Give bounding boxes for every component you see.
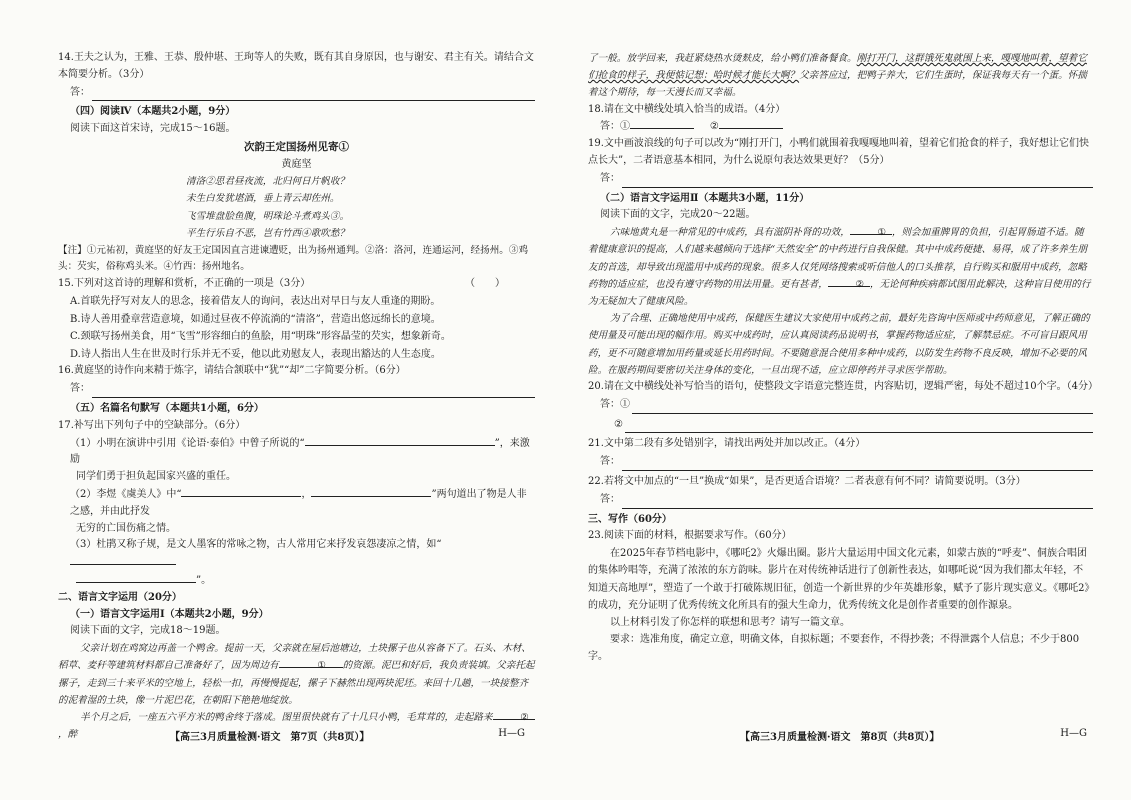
question-21: 21.文中第二段有多处错别字，请找出两处并加以改正。（4分） xyxy=(588,438,866,450)
answer-18 xyxy=(588,118,1093,136)
right-page xyxy=(566,0,1131,800)
para1-text-b: 的资源。泥巴和好后，我负责装填。父亲托起摞子，走到三十来平米的空地上，轻松一扣，再慢慢提起，摞子下赫然出现两块泥坯。来回十几趟，一块接整齐的泥着湿的土块，像一片泥巴花，在朝阳下艳艳地绽放。 xyxy=(58,660,535,706)
question-15-text: 15.下列对这首诗的理解和赏析，不正确的一项是（3分） xyxy=(58,278,311,290)
section-5-heading: （五）名篇名句默写（本题共1小题，6分） xyxy=(70,402,264,414)
blank-answer-18-1[interactable] xyxy=(630,118,694,129)
poem-note: 【注】①元祐初，黄庭坚的好友王定国因直言进谏遭贬，出为扬州通判。②洛：洛河，连通运河，经扬州。③鸡头：芡实，俗称鸡头米。④竹西：扬州地名。 xyxy=(58,245,529,273)
passage-paragraph-3 xyxy=(588,224,1093,310)
answer-18-label-2: ② xyxy=(709,121,719,133)
question-23: 23.阅读下面的材料，根据要求写作。（60分） xyxy=(588,530,792,542)
blank-20-1[interactable]: ① xyxy=(850,224,892,235)
blank-18-2[interactable]: ② xyxy=(493,709,535,720)
poem-line-4: 平生行乐自不恶，岂有竹西④歌吹愁？ xyxy=(186,227,350,239)
para-cont-text-a: 了一般。放学回来，我赶紧烧热水烫麸皮，给小鸭们准备餐食。 xyxy=(588,53,857,64)
para3-text-c: ，无论何种疾病都试图用此解决，这种盲目使用的行为无疑加大了健康风险。 xyxy=(588,278,1091,307)
q17-1-suffix: ”，来激励 xyxy=(70,437,530,466)
writing-requirements: 要求：选准角度，确定立意，明确文体，自拟标题；不要套作，不得抄袭；不得泄露个人信息；不少于800字。 xyxy=(588,634,1080,663)
wavy-sentence: 刚打开门，这群饿死鬼就围上来，嘎嘎地叫着，望着它们抢食的样子，我便惦记想：哈时候才能长大啊？ xyxy=(588,53,1087,82)
option-a: A.首联先抒写对友人的思念，接着借友人的询问，表达出对早日与友人重逢的期盼。 xyxy=(70,295,441,307)
question-20: 20.请在文中横线处补写恰当的语句，使整段文字语意完整连贯，内容贴切，逻辑严密，每处不超过10个字。（4分） xyxy=(588,381,1098,393)
footer-title: 【高三3月质量检测·语文 第8页（共8页）】 xyxy=(740,732,940,743)
answer-line-14[interactable] xyxy=(58,85,535,102)
q17-2-suffix: ”两句道出了物是人非之感，并由此抒发 xyxy=(70,488,527,517)
footer-code: H—G xyxy=(498,728,525,739)
poem-title: 次韵王定国扬州见寄① xyxy=(244,140,349,153)
left-page xyxy=(0,0,565,800)
footer-title: 【高三3月质量检测·语文 第7页（共8页）】 xyxy=(170,732,370,743)
question-17-1-cont: 同学们勇于担负起国家兴盛的重任。 xyxy=(76,471,236,483)
para-cont-text-b: 父亲答应过，把鸭子养大，它们生蛋时，保证我每天有一个蛋。怀揣着这个期待，每一天漫长而又幸福。 xyxy=(588,70,1087,99)
blank-17-3b[interactable] xyxy=(76,572,196,583)
blank-answer-18-2[interactable] xyxy=(719,118,783,129)
footer-code: H—G xyxy=(1060,728,1087,739)
answer-label: 答： xyxy=(600,456,620,468)
section-4-intro: 阅读下面这首宋诗，完成15～16题。 xyxy=(70,123,236,135)
option-d: D.诗人指出人生在世及时行乐并无不妥，他以此劝慰友人，表现出豁达的人生态度。 xyxy=(70,348,441,360)
passage-paragraph-2-cont xyxy=(588,50,1093,102)
answer-line-16[interactable] xyxy=(58,381,535,398)
blank-17-3a[interactable] xyxy=(70,554,176,565)
question-17-2 xyxy=(58,486,535,521)
q17-2-prefix: （2）李煜《虞美人》中“ xyxy=(70,488,182,500)
question-15 xyxy=(58,276,535,293)
answer-label: 答： xyxy=(600,493,620,505)
para2-text-a: 半个月之后，一座五六平方米的鸭舍终于落成。图里很快就有了十几只小鸭，毛茸茸的，走起路来 xyxy=(80,711,493,723)
question-17-1 xyxy=(58,435,535,470)
passage-paragraph-1 xyxy=(58,640,535,709)
poem-line-2: 未生白发犹堪酒，垂上青云却佐州。 xyxy=(186,193,340,205)
q17-2-comma: ， xyxy=(301,488,312,500)
question-14: 14.王夫之认为，王雅、王恭、殷仲堪、王珣等人的失败，既有其自身原因，也与谢安、君主有关。请结合文本简要分析。（3分） xyxy=(58,52,534,80)
question-16: 16.黄庭坚的诗作向来精于炼字，请结合颔联中“犹”“却”二字简要分析。（6分） xyxy=(58,365,406,377)
section-three-heading: 三、写作（60分） xyxy=(588,513,672,525)
answer-label: 答： xyxy=(70,383,90,395)
writing-material: 在2025年春节档电影中，《哪吒2》火爆出圈。影片大量运用中国文化元素，如蒙古族的“呼麦”、侗族合唱团的集体吟唱等，充满了浓浓的东方韵味。影片在对传统神话进行了创新性表达，如哪吒说“因为我们都太年轻，不知道天高地厚”，塑造了一个敢于打破陈规旧征，创造一个新世界的少年英雄形象，赋予了影片现实意义。《哪吒2》的成功，充分证明了优秀传统文化所具有的强大生命力，优秀传统文化是创作者重要的创作源泉。 xyxy=(588,548,1090,611)
q17-1-prefix: （1）小明在演讲中引用《论语·泰伯》中曾子所说的“ xyxy=(70,437,305,449)
blank-17-2a[interactable] xyxy=(181,486,301,497)
answer-line-21[interactable] xyxy=(588,454,1093,471)
option-c: C.颈联写扬州美食，用“飞雪”形容细白的鱼脍，用“明珠”形容晶莹的芡实，想象新奇。 xyxy=(70,331,451,343)
section-two-2-heading: （二）语言文字运用Ⅱ（本题共3小题，11分） xyxy=(600,192,810,204)
answer-line-20-2[interactable] xyxy=(588,417,1093,434)
answer-18-label-1: 答：① xyxy=(600,121,630,133)
answer-line-22[interactable] xyxy=(588,492,1093,509)
writing-prompt: 以上材料引发了你怎样的联想和思考？请写一篇文章。 xyxy=(610,617,850,628)
poem-line-1: 清洛②思君昼夜流，北归何日片帆收？ xyxy=(186,175,350,187)
question-17: 17.补写出下列句子中的空缺部分。（6分） xyxy=(58,419,246,431)
answer-label: 答： xyxy=(70,86,90,98)
para3-text-b: ，则会加重脾胃的负担，引起胃肠道不适。随着健康意识的提高，人们越来越倾向于选择“天然安全”的中药进行自我保健。其中中成药便捷、易得，成了许多养生朋友的首选，却导致出现滥用中成药的现象。很多人仅凭网络搜索或听信他人的口头推荐，自行购买和服用中成药，忽略药物的适应症，也没有遵守药物的用法用量。更有甚者， xyxy=(588,227,1088,290)
answer-20-label-2: ② xyxy=(614,418,623,430)
question-18: 18.请在文中横线处填入恰当的成语。（4分） xyxy=(588,103,786,115)
blank-20-2[interactable]: ② xyxy=(828,276,870,287)
section-4-heading: （四）阅读Ⅳ（本题共2小题，9分） xyxy=(70,106,236,118)
question-17-3 xyxy=(58,537,535,572)
section-two-2-intro: 阅读下面的文字，完成20～22题。 xyxy=(600,209,756,221)
section-two-heading: 二、语言文字运用（20分） xyxy=(58,591,182,603)
answer-line-20-1[interactable] xyxy=(588,397,1093,414)
section-two-1-intro: 阅读下面的文字，完成18～19题。 xyxy=(70,625,226,637)
blank-18-1[interactable]: ① xyxy=(279,657,343,668)
para3-text-a: 六味地黄丸是一种常见的中成药，具有滋阴补肾的功效， xyxy=(610,227,850,239)
question-22: 22.若将文中加点的“一旦”换成“如果”，是否更适合语境？二者表意有何不同？请简要说明。（3分） xyxy=(588,476,1026,487)
question-17-3-cont xyxy=(58,572,535,590)
para1-text-a: 父亲计划在鸡窝边再盖一个鸭舍。提前一天，父亲就在屋后池塘边，土块摞子也从容备下了。石头、木材、稻草、麦秆等建筑材料都自己准备好了，因为周边有 xyxy=(58,643,531,672)
option-b: B.诗人善用叠章营造意境，如通过昼夜不停流淌的“清洛”，营造出悠远绵长的意境。 xyxy=(70,313,441,325)
blank-17-1[interactable] xyxy=(305,435,495,446)
answer-label: 答： xyxy=(600,172,620,184)
q17-3-suffix: ”。 xyxy=(196,574,212,586)
answer-20-label-1: 答：① xyxy=(600,398,630,410)
passage-paragraph-4: 为了合理、正确地使用中成药，保健医生建议大家使用中成药之前，最好先咨询中医师或中药师意见，了解正确的使用量及可能出现的幅作用。购买中成药时，应认真阅读药品说明书，掌握药物适应症，了解禁忌症。不可盲目跟风用药，更不可随意增加用药量或延长用药时间。不要随意混合使用多种中成药，以防发生药物不良反映，增加不必要的风险。在服药期间要密切关注身体的变化，一旦出现不适，应立即停药并寻求医学帮助。 xyxy=(588,313,1090,376)
question-17-2-cont: 无穷的亡国伤痛之情。 xyxy=(76,522,176,534)
question-19: 19.文中画波浪线的句子可以改为“刚打开门，小鸭们就围着我嘎嘎地叫着，望着它们抢食的样子，我好想让它们快点长大”，二者语意基本相同，为什么说原句表达效果更好？（5分） xyxy=(588,138,1090,166)
section-two-1-heading: （一）语言文字运用Ⅰ（本题共2小题，9分） xyxy=(70,608,269,620)
blank-17-2b[interactable] xyxy=(311,486,431,497)
para2-text-b: ，醉 xyxy=(58,729,78,741)
poem-author: 黄庭坚 xyxy=(281,158,312,170)
answer-paren-15[interactable]: （ ） xyxy=(465,278,505,290)
poem-line-3: 飞雪堆盘脍鱼腹，明珠论斗煮鸡头③。 xyxy=(186,210,350,222)
q17-3-prefix: （3）杜鹃又称子规，是文人墨客的常咏之物，古人常用它来抒发哀怨凄凉之情，如“ xyxy=(70,539,442,551)
answer-line-19[interactable] xyxy=(588,171,1093,188)
